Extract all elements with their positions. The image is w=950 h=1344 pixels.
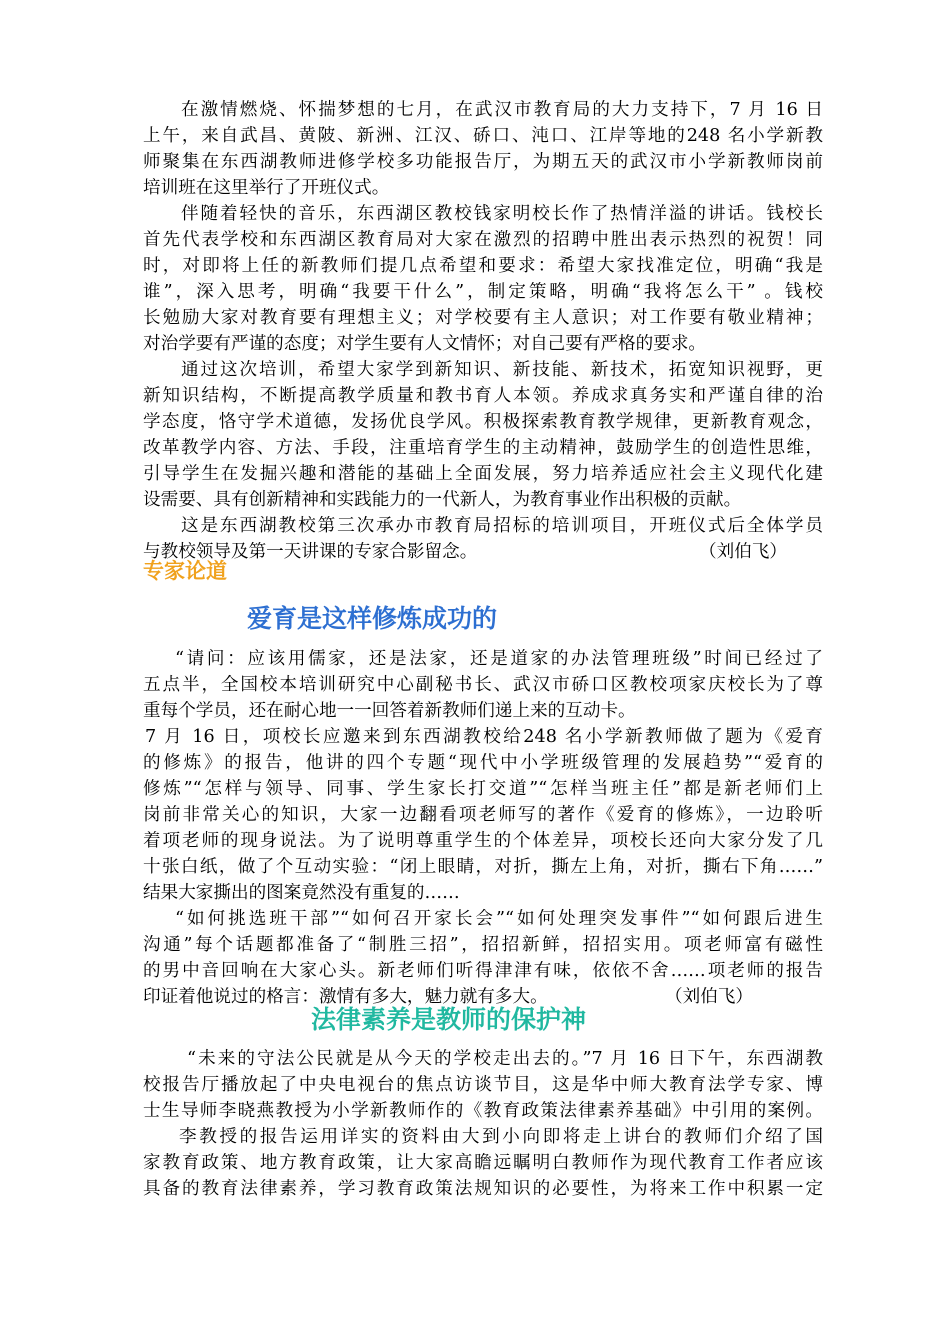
paragraph-line: 在激情燃烧、怀揣梦想的七月，在武汉市教育局的大力支持下，7 月 16 日: [181, 100, 823, 120]
paragraph-line: 培训班在这里举行了开班仪式。: [143, 178, 390, 198]
paragraph-line: 重每个学员，还在耐心地一一回答着新教师们递上来的互动卡。: [143, 701, 636, 721]
paragraph-line: 十张白纸，做了个互动实验：“闭上眼睛，对折，撕左上角，对折，撕右下角……”: [143, 857, 823, 877]
paragraph-line: 引导学生在发掘兴趣和潜能的基础上全面发展，努力培养适应社会主义现代化建: [143, 464, 823, 484]
paragraph-line: 五点半，全国校本培训研究中心副秘书长、武汉市硚口区教校项家庆校长为了尊: [143, 675, 823, 695]
paragraph-line: “未来的守法公民就是从今天的学校走出去的。”7 月 16 日下午，东西湖教: [187, 1049, 823, 1069]
paragraph-line: 新知识结构，不断提高教学质量和教书育人本领。养成求真务实和严谨自律的治: [143, 386, 823, 406]
paragraph-line: 结果大家撕出的图案竟然没有重复的……: [143, 883, 460, 903]
paragraph-line: 李教授的报告运用详实的资料由大到小向即将走上讲台的教师们介绍了国: [179, 1127, 823, 1147]
paragraph-line: 具备的教育法律素养，学习教育政策法规知识的必要性，为将来工作中积累一定: [143, 1179, 823, 1199]
paragraph-line: 设需要、具有创新精神和实践能力的一代新人，为教育事业作出积极的贡献。: [143, 490, 742, 510]
paragraph-line: 沟通”每个话题都准备了“制胜三招”，招招新鲜，招招实用。项老师富有磁性: [143, 935, 823, 955]
paragraph-line: 上午，来自武昌、黄陂、新洲、江汉、硚口、沌口、江岸等地的248 名小学新教: [143, 126, 823, 146]
paragraph-line: 与教校领导及第一天讲课的专家合影留念。: [143, 542, 478, 562]
paragraph-line: 谁”，深入思考，明确“我要干什么”，制定策略，明确“我将怎么干” 。钱校: [143, 282, 823, 302]
paragraph-line: 着项老师的现身说法。为了说明尊重学生的个体差异，项校长还向大家分发了几: [143, 831, 823, 851]
paragraph-line: 校报告厅播放起了中央电视台的焦点访谈节目，这是华中师大教育法学专家、博: [143, 1075, 823, 1095]
paragraph-line: 师聚集在东西湖教师进修学校多功能报告厅，为期五天的武汉市小学新教师岗前: [143, 152, 823, 172]
paragraph-line: 对治学要有严谨的态度；对学生要有人文情怀；对自己要有严格的要求。: [143, 334, 707, 354]
paragraph-line: 改革教学内容、方法、手段，注重培育学生的主动精神，鼓励学生的创造性思维，: [143, 438, 823, 458]
paragraph-line: 修炼”“怎样与领导、同事、学生家长打交道”“怎样当班主任”都是新老师们上: [143, 779, 823, 799]
paragraph-line: “请问：应该用儒家，还是法家，还是道家的办法管理班级”时间已经过了: [175, 649, 823, 669]
paragraph-line: 的男中音回响在大家心头。新老师们听得津津有味，依依不舍……项老师的报告: [143, 961, 823, 981]
author-credit: （刘伯飞）: [699, 542, 787, 562]
paragraph-line: 长勉励大家对教育要有理想主义；对学校要有主人意识；对工作要有敬业精神；: [143, 308, 823, 328]
paragraph-line: 家教育政策、地方教育政策，让大家高瞻远瞩明白教师作为现代教育工作者应该: [143, 1153, 823, 1173]
paragraph-line: 印证着他说过的格言：激情有多大，魅力就有多大。: [143, 987, 548, 1007]
paragraph-line: 7 月 16 日，项校长应邀来到东西湖教校给248 名小学新教师做了题为《爱育: [145, 727, 823, 747]
paragraph-line: 首先代表学校和东西湖区教育局对大家在激烈的招聘中胜出表示热烈的祝贺！同: [143, 230, 823, 250]
paragraph-line: 伴随着轻快的音乐，东西湖区教校钱家明校长作了热情洋溢的讲话。钱校长: [181, 204, 823, 224]
paragraph-line: 时，对即将上任的新教师们提几点希望和要求：希望大家找准定位，明确“我是: [143, 256, 823, 276]
article-title: 爱育是这样修炼成功的: [247, 604, 498, 633]
paragraph-line: “如何挑选班干部”“如何召开家长会”“如何处理突发事件”“如何跟后进生: [175, 909, 823, 929]
paragraph-line: 学态度，恪守学术道德，发扬优良学风。积极探索教育教学规律，更新教育观念，: [143, 412, 823, 432]
paragraph-line: 这是东西湖教校第三次承办市教育局招标的培训项目，开班仪式后全体学员: [181, 516, 823, 536]
paragraph-line: 士生导师李晓燕教授为小学新教师作的《教育政策法律素养基础》中引用的案例。: [143, 1101, 823, 1121]
paragraph-line: 岗前非常关心的知识，大家一边翻看项老师写的著作《爱育的修炼》，一边聆听: [143, 805, 823, 825]
article-title: 法律素养是教师的保护神: [311, 1005, 587, 1034]
paragraph-line: 通过这次培训，希望大家学到新知识、新技能、新技术，拓宽知识视野，更: [181, 360, 823, 380]
section-heading: 专家论道: [143, 559, 227, 583]
paragraph-line: 的修炼》的报告，他讲的四个专题“现代中小学班级管理的发展趋势”“爱育的: [143, 753, 823, 773]
author-credit: （刘伯飞）: [665, 987, 753, 1007]
